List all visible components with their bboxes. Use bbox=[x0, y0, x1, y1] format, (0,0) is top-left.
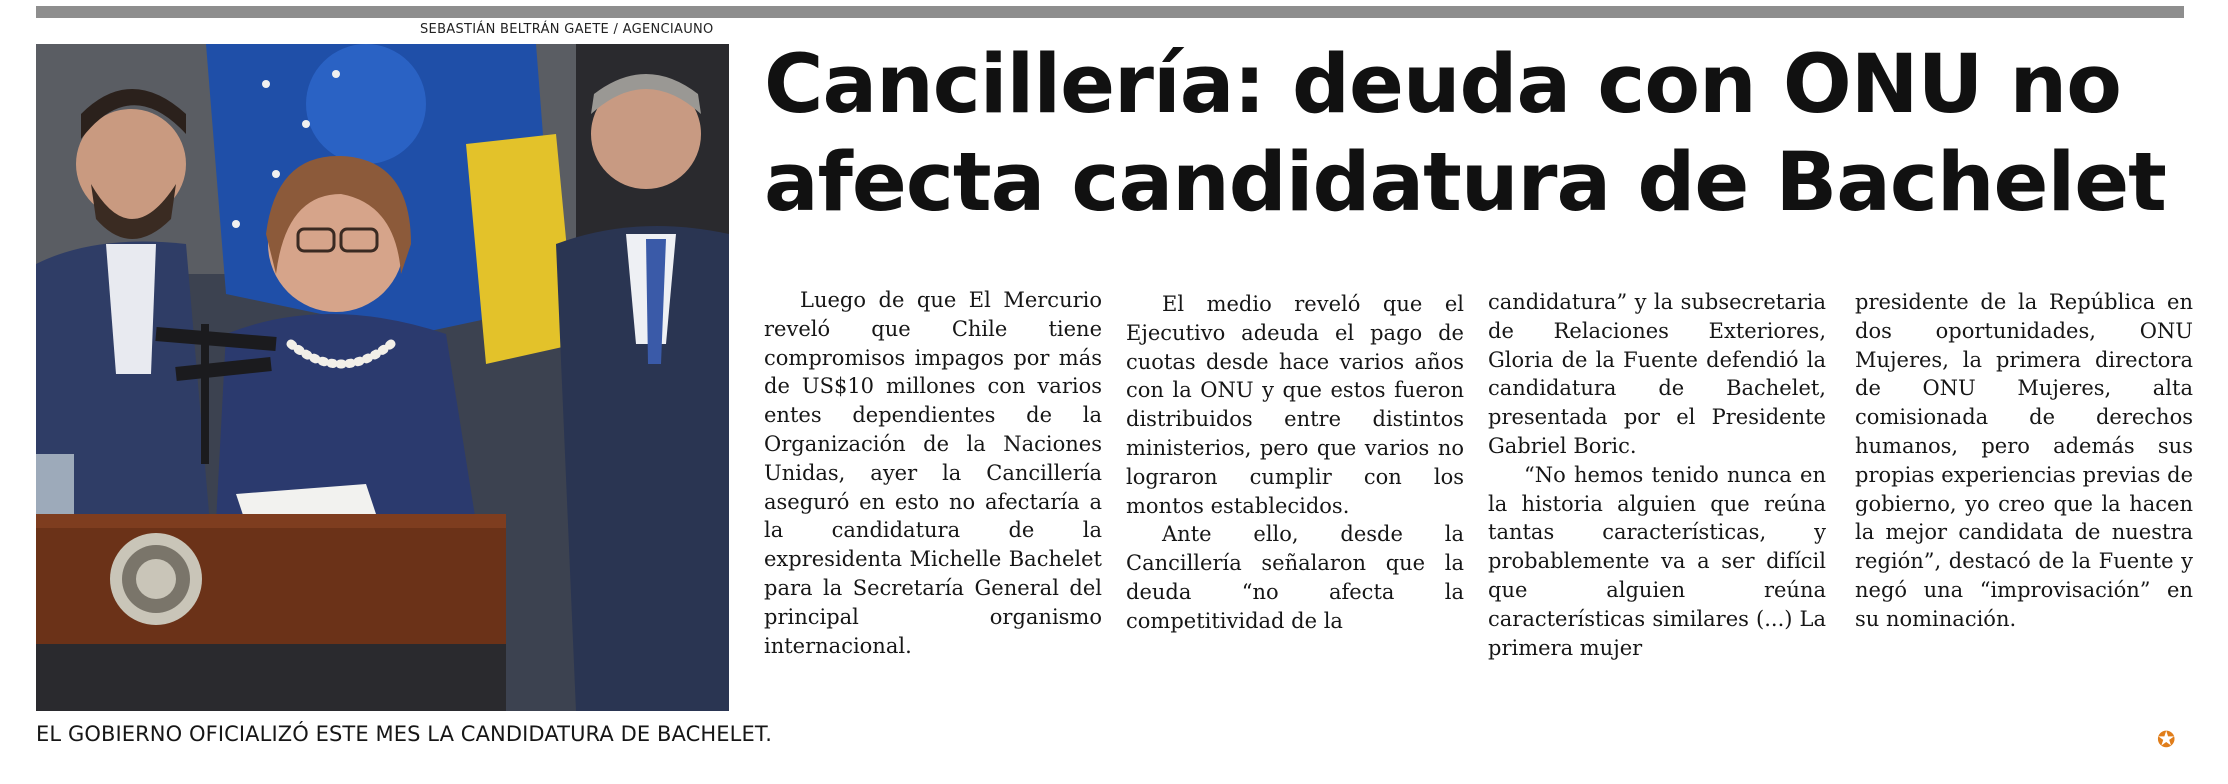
top-rule bbox=[36, 6, 2184, 18]
article-column-3 bbox=[1488, 288, 1826, 662]
photo-caption: EL GOBIERNO OFICIALIZÓ ESTE MES LA CANDIDATURA DE BACHELET. bbox=[36, 722, 773, 746]
paragraph: “No hemos tenido nunca en la historia alguien que reúna tantas características, y probablemente va a ser difícil que alguien reúna características similares (...) La primera mujer bbox=[1488, 462, 1826, 660]
paragraph: El medio reveló que el Ejecutivo adeuda el pago de cuotas desde hace varios años con la ONU y que estos fueron distribuidos entre distintos ministerios, pero que varios no lograron cumplir con los montos establecidos. bbox=[1126, 292, 1464, 518]
paragraph: Luego de que El Mercurio reveló que Chile tiene compromisos impagos por más de US$10 millones con varios entes dependientes de la Organización de la Naciones Unidas, ayer la Cancillería aseguró en esto no afectaría a la candidatura de la expresidenta Michelle Bachelet para la Secretaría General del principal organismo internacional. bbox=[764, 288, 1102, 658]
news-photo bbox=[36, 44, 729, 711]
article-column-1 bbox=[764, 286, 1102, 660]
end-of-article-icon: ✪ bbox=[2157, 728, 2176, 753]
headline: Cancillería: deuda con ONU no afecta candidatura de Bachelet bbox=[764, 38, 2166, 230]
paragraph: candidatura” y la subsecretaria de Relaciones Exteriores, Gloria de la Fuente defendió la candidatura de Bachelet, presentada por el Presidente Gabriel Boric. bbox=[1488, 290, 1826, 458]
photo-credit: SEBASTIÁN BELTRÁN GAETE / AGENCIAUNO bbox=[420, 22, 714, 37]
paragraph: Ante ello, desde la Cancillería señalaron que la deuda “no afecta la competitividad de la bbox=[1126, 522, 1464, 633]
paragraph: presidente de la República en dos oportunidades, ONU Mujeres, la primera directora de ONU Mujeres, alta comisionada de derechos humanos, pero además sus propias experiencias previas de gobierno, yo creo que la hacen la mejor candidata de nuestra región”, destacó de la Fuente y negó una “improvisación” en su nominación. bbox=[1855, 290, 2193, 631]
article-column-2 bbox=[1126, 290, 1464, 636]
article-column-4 bbox=[1855, 288, 2193, 634]
